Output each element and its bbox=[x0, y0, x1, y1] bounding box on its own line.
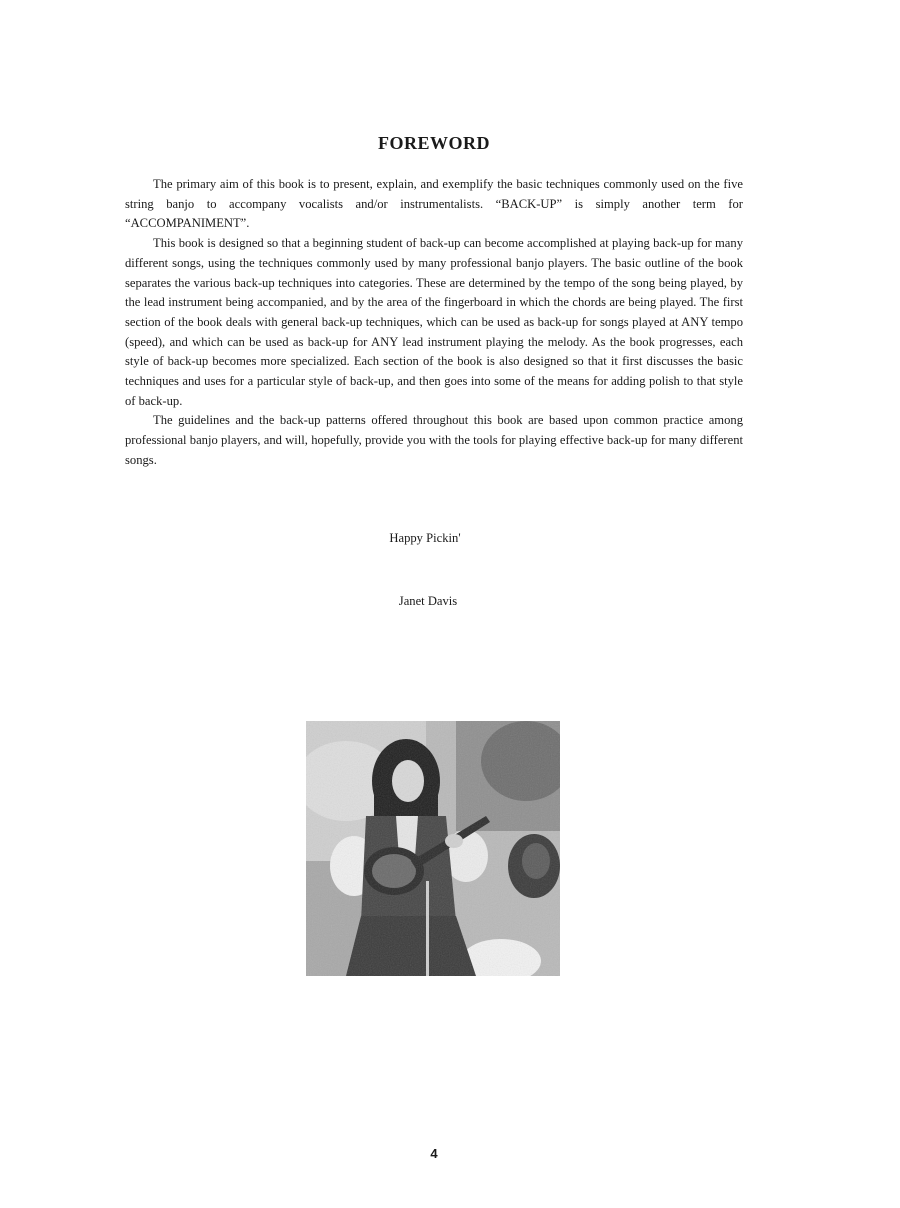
author-photo bbox=[306, 721, 560, 976]
paragraph: The guidelines and the back-up patterns offered throughout this book are based upon common practice among professional banjo players, and will, hopefully, provide you with the tools for playing effective back-up for many different songs. bbox=[125, 413, 743, 467]
sign-off: Happy Pickin' bbox=[389, 531, 461, 545]
page-number: 4 bbox=[430, 1146, 438, 1161]
paragraph: This book is designed so that a beginning student of back-up can become accomplished at playing back-up for many different songs, using the techniques commonly used by many professional banjo players. The basic outline of the book separates the various back-up techniques into categories. These are determined by the tempo of the song being played, by the lead instrument being accompanied, and by the area of the fingerboard in which the chords are being played. The first section of the book deals with general back-up techniques, which can be used as back-up for songs played at ANY tempo (speed), and which can be used as back-up for ANY lead instrument playing the melody. As the book progresses, each style of back-up becomes more specialized. Each section of the book is also designed so that it first discusses the basic techniques and uses for a particular style of back-up, and then goes into some of the means for adding polish to that style of back-up. bbox=[125, 236, 743, 408]
paragraph: The primary aim of this book is to present, explain, and exemplify the basic techniques commonly used on the five string banjo to accompany vocalists and/or instrumentalists. “BACK-UP” is simply another term for “ACCOMPANIMENT”. bbox=[125, 177, 743, 231]
author-name: Janet Davis bbox=[398, 594, 458, 608]
banjo-player-photo-image bbox=[306, 721, 560, 976]
page-title: FOREWORD bbox=[378, 133, 490, 153]
foreword-body bbox=[125, 175, 743, 471]
